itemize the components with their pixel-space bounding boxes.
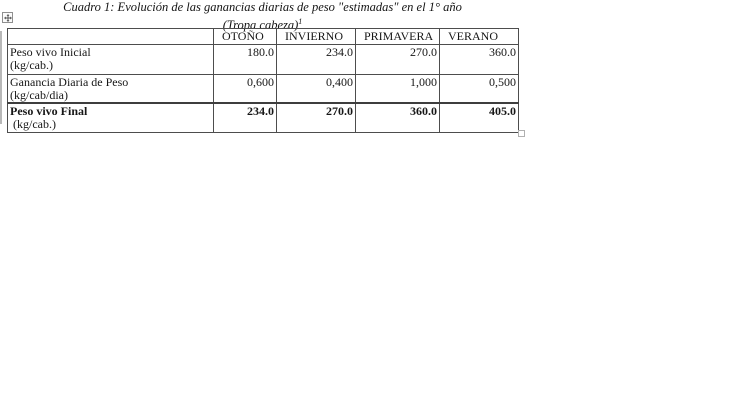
column-header-primavera[interactable]: PRIMAVERA (356, 29, 440, 45)
column-header-invierno[interactable]: INVIERNO (277, 29, 356, 45)
row-label-line2: (kg/cab/dia) (10, 88, 68, 102)
cell-value[interactable]: 270.0 (277, 103, 356, 132)
cell-value[interactable]: 180.0 (214, 45, 277, 75)
row-label-line1: Peso vivo Final (10, 104, 88, 118)
column-header-verano[interactable]: VERANO (440, 29, 519, 45)
row-label-cell[interactable] (8, 45, 214, 75)
column-header-otono[interactable]: OTOÑO (214, 29, 277, 45)
cell-value[interactable]: 0,400 (277, 75, 356, 104)
cell-value[interactable]: 360.0 (440, 45, 519, 75)
page-edge-line (0, 31, 2, 124)
header-row (8, 29, 519, 45)
table-row-peso-vivo-inicial (8, 45, 519, 75)
cell-value[interactable]: 360.0 (356, 103, 440, 132)
caption-line1: Cuadro 1: Evolución de las ganancias diarias de peso "estimadas" en el 1° año (63, 0, 462, 14)
row-label-line1: Peso vivo Inicial (10, 45, 91, 59)
row-label-cell[interactable] (8, 103, 214, 132)
table-move-handle[interactable] (2, 12, 13, 23)
cell-value[interactable]: 1,000 (356, 75, 440, 104)
caption-line2-text: (Tropa cabeza) (222, 17, 299, 32)
cell-value[interactable]: 0,500 (440, 75, 519, 104)
row-label-line2: (kg/cab.) (10, 58, 53, 72)
four-way-arrow-icon (4, 14, 12, 22)
row-label-line2: (kg/cab.) (10, 117, 56, 131)
row-label-cell[interactable] (8, 75, 214, 104)
cell-value[interactable]: 0,600 (214, 75, 277, 104)
table-resize-handle[interactable] (518, 130, 525, 137)
cell-value[interactable]: 270.0 (356, 45, 440, 75)
cell-value[interactable]: 234.0 (214, 103, 277, 132)
header-empty-cell[interactable] (8, 29, 214, 45)
table-row-peso-vivo-final (8, 103, 519, 132)
row-label-line1: Ganancia Diaria de Peso (10, 75, 129, 89)
footnote-marker: 1 (298, 16, 303, 26)
table-row-ganancia-diaria (8, 75, 519, 104)
weights-table (7, 28, 519, 133)
cell-value[interactable]: 234.0 (277, 45, 356, 75)
cell-value[interactable]: 405.0 (440, 103, 519, 132)
